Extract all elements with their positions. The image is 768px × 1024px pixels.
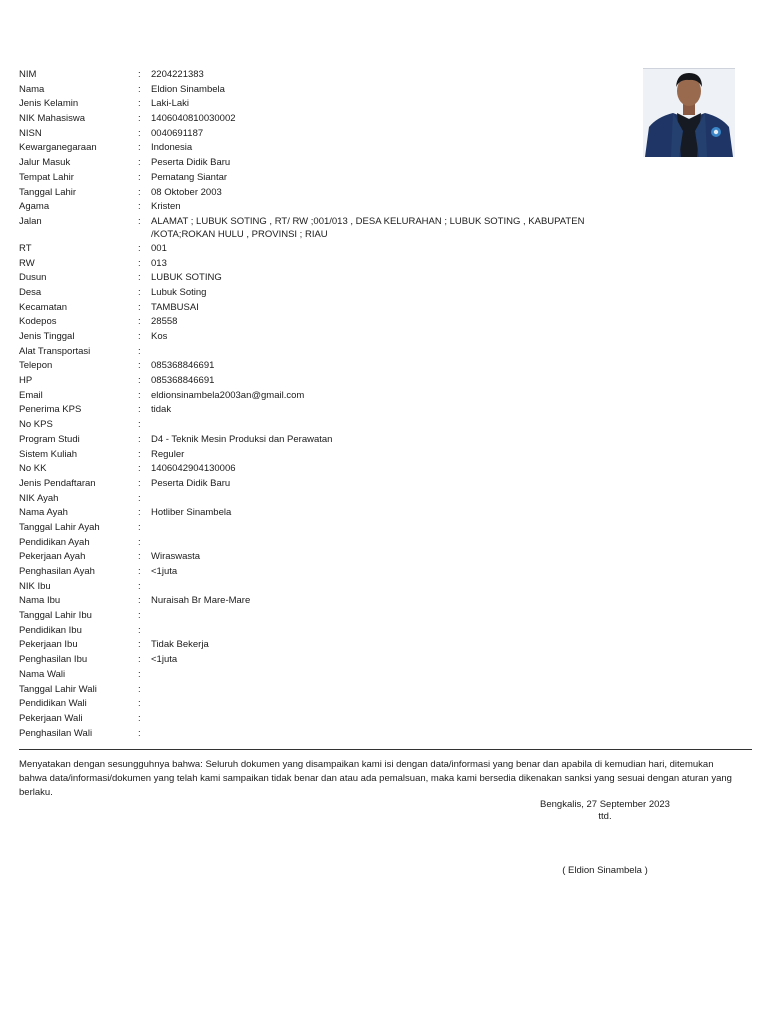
field-separator: :	[138, 521, 141, 533]
field-row	[19, 521, 639, 536]
field-row	[19, 536, 639, 551]
field-separator: :	[138, 610, 141, 622]
field-label: NISN	[19, 127, 42, 139]
field-value: ALAMAT ; LUBUK SOTING , RT/ RW ;001/013 , DESA KELURAHAN ; LUBUK SOTING , KABUPATEN /KOTA;ROKAN HULU , PROVINSI ; RIAU	[151, 215, 585, 241]
field-row	[19, 565, 639, 580]
field-label: NIK Ayah	[19, 492, 59, 504]
field-label: NIM	[19, 69, 37, 80]
field-label: Pekerjaan Wali	[19, 712, 83, 724]
field-row	[19, 359, 639, 374]
field-label: Pekerjaan Ayah	[19, 551, 86, 563]
field-separator: :	[138, 127, 141, 139]
field-label: Email	[19, 389, 43, 401]
field-value: 2204221383	[151, 69, 204, 80]
field-label: Kecamatan	[19, 301, 68, 313]
field-label: Pendidikan Ibu	[19, 624, 82, 636]
field-label: Penghasilan Ibu	[19, 654, 88, 666]
field-row	[19, 242, 639, 257]
field-separator: :	[138, 712, 141, 724]
field-row	[19, 668, 639, 683]
field-row	[19, 112, 639, 127]
field-row	[19, 345, 639, 360]
field-label: Jalan	[19, 215, 42, 227]
field-label: RT	[19, 242, 32, 254]
field-label: Nama	[19, 83, 45, 95]
field-separator: :	[138, 286, 141, 298]
field-separator: :	[138, 375, 141, 387]
student-data-table	[19, 68, 639, 741]
field-separator: :	[138, 580, 141, 592]
field-separator: :	[138, 727, 141, 739]
field-row	[19, 624, 639, 639]
field-value: Pematang Siantar	[151, 171, 228, 183]
field-row	[19, 315, 639, 330]
field-row	[19, 609, 639, 624]
field-separator: :	[138, 242, 141, 254]
place-date: Bengkalis, 27 September 2023	[540, 799, 670, 810]
field-separator: :	[138, 683, 141, 695]
field-value: Laki-Laki	[151, 98, 190, 110]
field-row	[19, 477, 639, 492]
field-row	[19, 97, 639, 112]
field-value: 013	[151, 257, 167, 269]
field-separator: :	[138, 419, 141, 431]
divider-line	[19, 749, 752, 750]
field-label: Penerima KPS	[19, 404, 82, 416]
field-label: Telepon	[19, 360, 53, 372]
field-separator: :	[138, 463, 141, 475]
field-row	[19, 271, 639, 286]
field-label: Pekerjaan Ibu	[19, 639, 78, 651]
field-value: Wiraswasta	[151, 551, 201, 563]
field-label: Kodepos	[19, 316, 57, 328]
field-row	[19, 403, 639, 418]
field-value: <1juta	[151, 566, 178, 577]
field-separator: :	[138, 171, 141, 183]
field-row	[19, 418, 639, 433]
field-value: 1406042904130006	[151, 463, 236, 475]
field-row	[19, 330, 639, 345]
field-separator: :	[138, 624, 141, 636]
field-value: D4 - Teknik Mesin Produksi dan Perawatan	[151, 433, 333, 445]
field-label: Dusun	[19, 272, 47, 284]
field-row	[19, 171, 639, 186]
field-separator: :	[138, 142, 141, 154]
field-label: Nama Wali	[19, 668, 66, 680]
field-separator: :	[138, 316, 141, 328]
field-label: Jalur Masuk	[19, 157, 71, 169]
field-row	[19, 638, 639, 653]
field-label: Tanggal Lahir Wali	[19, 683, 97, 695]
field-separator: :	[138, 215, 141, 227]
field-label: Jenis Pendaftaran	[19, 477, 96, 489]
field-row	[19, 462, 639, 477]
field-separator: :	[138, 83, 141, 95]
field-label: Pendidikan Wali	[19, 698, 87, 710]
field-separator: :	[138, 113, 141, 125]
field-separator: :	[138, 272, 141, 284]
field-label: Alat Transportasi	[19, 345, 91, 357]
field-value: 085368846691	[151, 375, 215, 387]
field-row	[19, 727, 639, 742]
field-value: 08 Oktober 2003	[151, 186, 222, 198]
field-row	[19, 127, 639, 142]
field-separator: :	[138, 157, 141, 169]
field-label: Kewarganegaraan	[19, 142, 97, 154]
field-row	[19, 389, 639, 404]
field-label: NIK Ibu	[19, 580, 51, 592]
field-value: 0040691187	[151, 127, 204, 139]
field-label: HP	[19, 375, 33, 387]
field-value: LUBUK SOTING	[151, 272, 222, 284]
field-value: 001	[151, 242, 167, 254]
field-label: Tanggal Lahir	[19, 186, 77, 198]
field-value: eldionsinambela2003an@gmail.com	[151, 389, 305, 401]
field-label: Sistem Kuliah	[19, 448, 78, 460]
field-separator: :	[138, 257, 141, 269]
field-separator: :	[138, 507, 141, 519]
field-separator: :	[138, 404, 141, 416]
field-label: Nama Ibu	[19, 595, 61, 607]
field-separator: :	[138, 492, 141, 504]
field-separator: :	[138, 186, 141, 198]
field-label: Penghasilan Wali	[19, 727, 93, 739]
field-label: Desa	[19, 286, 42, 298]
field-value: TAMBUSAI	[151, 301, 199, 313]
field-separator: :	[138, 345, 141, 357]
field-label: No KPS	[19, 419, 53, 431]
field-value: Kristen	[151, 201, 181, 213]
declaration-statement: Menyatakan dengan sesungguhnya bahwa: Seluruh dokumen yang disampaikan kami isi dengan data/informasi yang benar dan apabila di kemudian hari, ditemukan bahwa data/informasi/dokumen yang telah kami sampaikan tidak benar dan atau ada pemalsuan, maka kami bersedia dikenakan sanksi yang sesuai dengan aturan yang berlaku.	[19, 759, 732, 798]
field-value: Lubuk Soting	[151, 286, 207, 298]
field-label: Nama Ayah	[19, 507, 68, 519]
field-row	[19, 448, 639, 463]
field-separator: :	[138, 331, 141, 342]
field-label: NIK Mahasiswa	[19, 113, 85, 125]
field-label: Program Studi	[19, 433, 80, 445]
field-row	[19, 215, 639, 242]
field-row	[19, 301, 639, 316]
field-row	[19, 506, 639, 521]
field-row	[19, 594, 639, 609]
field-separator: :	[138, 639, 141, 651]
field-separator: :	[138, 595, 141, 607]
field-separator: :	[138, 536, 141, 548]
field-value: Tidak Bekerja	[151, 639, 209, 651]
field-row	[19, 257, 639, 272]
field-row	[19, 683, 639, 698]
field-label: Penghasilan Ayah	[19, 566, 95, 577]
field-separator: :	[138, 654, 141, 666]
field-row	[19, 286, 639, 301]
field-value: Nuraisah Br Mare-Mare	[151, 595, 251, 607]
field-label: RW	[19, 257, 35, 269]
field-separator: :	[138, 360, 141, 372]
field-separator: :	[138, 98, 141, 110]
signer-name: ( Eldion Sinambela )	[562, 865, 648, 876]
field-value: 085368846691	[151, 360, 215, 372]
field-separator: :	[138, 448, 141, 460]
field-value: Indonesia	[151, 142, 193, 154]
field-separator: :	[138, 698, 141, 710]
field-value: Kos	[151, 331, 168, 342]
field-label: Tanggal Lahir Ibu	[19, 610, 92, 622]
field-label: Pendidikan Ayah	[19, 536, 90, 548]
portrait-image	[643, 69, 735, 157]
field-label: Tempat Lahir	[19, 171, 74, 183]
field-value: Hotliber Sinambela	[151, 507, 232, 519]
field-row	[19, 83, 639, 98]
field-value: tidak	[151, 404, 172, 416]
field-label: No KK	[19, 463, 47, 475]
field-separator: :	[138, 433, 141, 445]
field-row	[19, 156, 639, 171]
field-row	[19, 712, 639, 727]
field-label: Tanggal Lahir Ayah	[19, 521, 100, 533]
field-row	[19, 200, 639, 215]
field-value: Peserta Didik Baru	[151, 477, 231, 489]
field-row	[19, 580, 639, 595]
field-value: <1juta	[151, 654, 178, 666]
field-value: Peserta Didik Baru	[151, 157, 231, 169]
field-value: 1406040810030002	[151, 113, 236, 125]
field-row	[19, 550, 639, 565]
field-separator: :	[138, 477, 141, 489]
field-separator: :	[138, 301, 141, 313]
field-separator: :	[138, 69, 141, 80]
field-separator: :	[138, 201, 141, 213]
field-row	[19, 697, 639, 712]
field-row	[19, 68, 639, 83]
field-value: Eldion Sinambela	[151, 83, 225, 95]
field-separator: :	[138, 389, 141, 401]
field-value: Reguler	[151, 448, 185, 460]
field-row	[19, 492, 639, 507]
field-row	[19, 374, 639, 389]
field-row	[19, 653, 639, 668]
field-label: Jenis Tinggal	[19, 331, 75, 342]
field-row	[19, 433, 639, 448]
field-separator: :	[138, 668, 141, 680]
field-label: Agama	[19, 201, 50, 213]
field-value: 28558	[151, 316, 178, 328]
field-separator: :	[138, 551, 141, 563]
field-row	[19, 186, 639, 201]
field-separator: :	[138, 566, 141, 577]
signature-mark: ttd.	[598, 811, 612, 822]
field-row	[19, 141, 639, 156]
field-label: Jenis Kelamin	[19, 98, 79, 110]
student-photo	[643, 68, 735, 157]
